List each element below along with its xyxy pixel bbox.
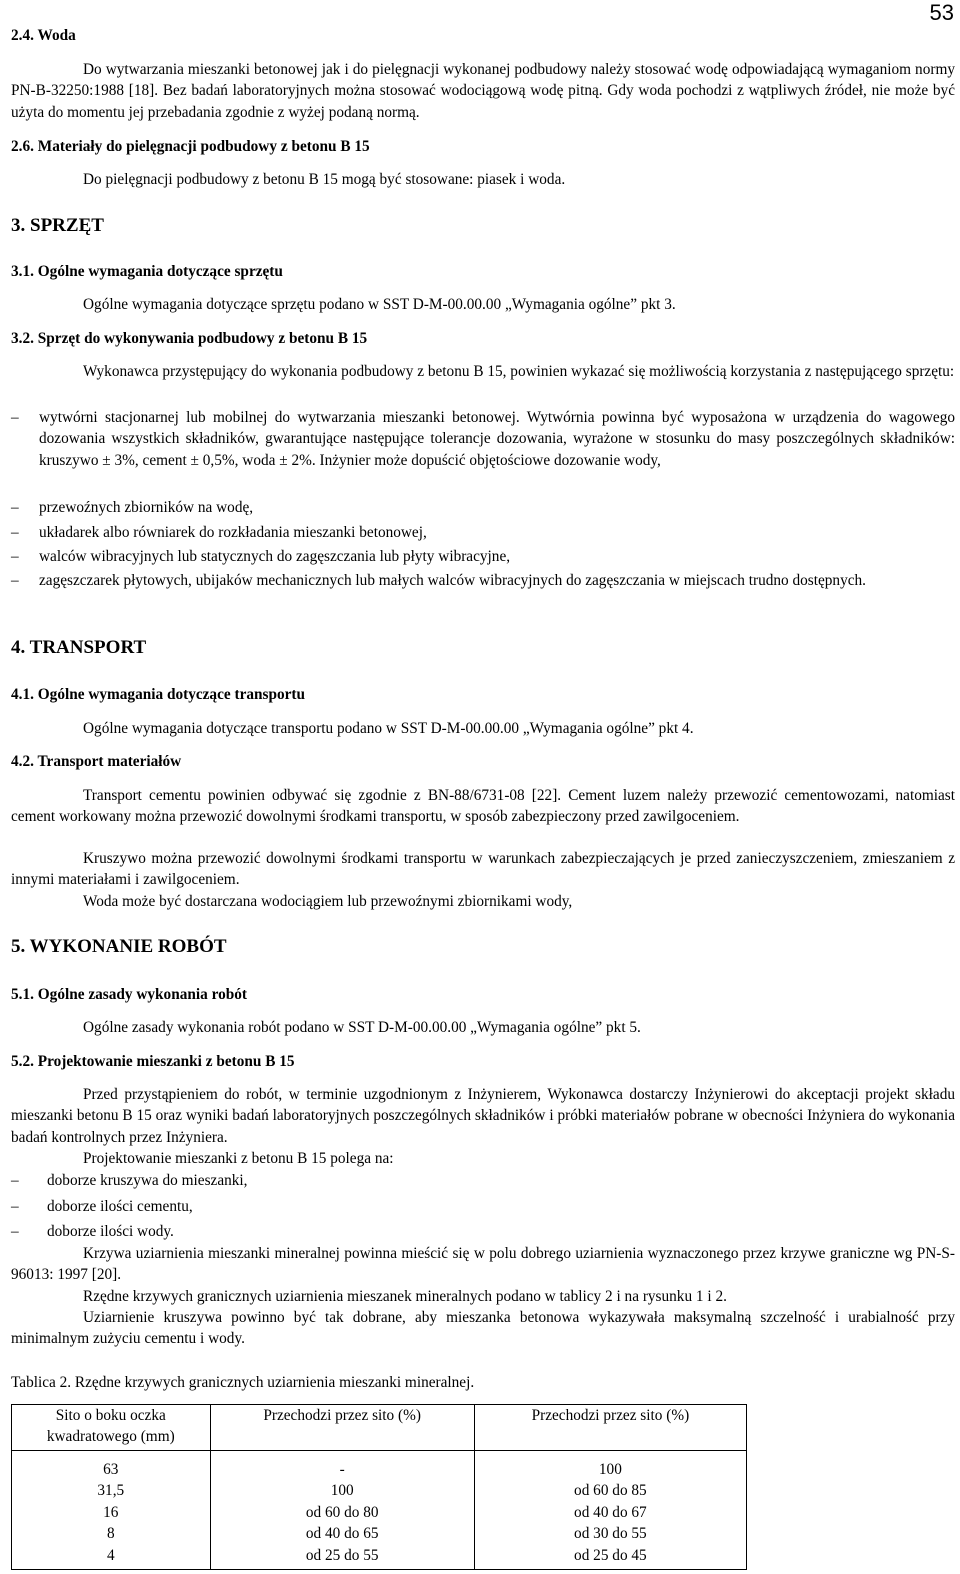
- table-col-passing-2: [474, 1451, 746, 1570]
- table-col-sieve: [12, 1451, 211, 1570]
- paragraph-mix-design: Przed przystąpieniem do robót, w terminie uzgodnionym z Inżynierem, Wykonawca dostarczy Inżynierowi do akceptacji projekt składu mieszanki betonu B 15 oraz wyniki badań laboratoryjnych poszczególnych składników i próbki materiałów pobrane w obecności Inżyniera do wykonania badań kontrolnych przez Inżyniera.: [11, 1086, 955, 1146]
- dash-bullet: –: [11, 1223, 19, 1240]
- list-item-text: przewoźnych zbiorników na wodę,: [39, 499, 254, 516]
- heading-5-2: 5.2. Projektowanie mieszanki z betonu B 15: [11, 1053, 295, 1070]
- list-item: [11, 522, 955, 543]
- table-header-passing-1: Przechodzi przez sito (%): [210, 1405, 474, 1451]
- heading-5: 5. WYKONANIE ROBÓT: [11, 936, 227, 957]
- table-cell: 100: [330, 1482, 354, 1500]
- list-item: [11, 570, 955, 591]
- table-row: [12, 1451, 747, 1570]
- dash-bullet: –: [11, 572, 19, 589]
- list-item-text: doborze kruszywa do mieszanki,: [47, 1172, 248, 1189]
- heading-3: 3. SPRZĘT: [11, 215, 104, 236]
- heading-3-1: 3.1. Ogólne wymagania dotyczące sprzętu: [11, 263, 283, 280]
- list-item: [11, 497, 955, 518]
- table-cell: od 30 do 55: [574, 1525, 647, 1543]
- paragraph-equipment-intro: Wykonawca przystępujący do wykonania podbudowy z betonu B 15, powinien wykazać się możliwością korzystania z następującego sprzętu:: [83, 363, 955, 380]
- list-item-text: wytwórni stacjonarnej lub mobilnej do wytwarzania mieszanki betonowej. Wytwórnia powinna być wyposażona w urządzenia do wagowego dozowania wszystkich składników, gwarantujące następujące tolerancje dozowania, wyrażone w stosunku do masy poszczególnych składników: kruszywo ± 3%, cement ± 0,5%, woda ± 2%. Inżynier może dopuścić objętościowe dozowanie wody,: [39, 409, 955, 469]
- table-header-row: [12, 1405, 747, 1451]
- list-item: [11, 1170, 955, 1191]
- dash-bullet: –: [11, 548, 19, 565]
- paragraph-water: Do wytwarzania mieszanki betonowej jak i do pielęgnacji wykonanej podbudowy należy stosować wodę odpowiadającą wymaganiom normy PN-B-32250:1988 [18]. Bez badań laboratoryjnych można stosować wodociągową wodę pitną. Gdy woda pochodzi z wątpliwych źródeł, nie może być użyta do momentu jej przebadania zgodnie z wyżej podaną normą.: [11, 61, 955, 121]
- paragraph-design-consists: Projektowanie mieszanki z betonu B 15 polega na:: [83, 1150, 394, 1167]
- list-item: [11, 1196, 955, 1217]
- table-cell: od 60 do 80: [305, 1503, 379, 1521]
- list-item: [11, 546, 955, 567]
- list-item-text: doborze ilości cementu,: [47, 1198, 193, 1215]
- paragraph-care-materials: Do pielęgnacji podbudowy z betonu B 15 mogą być stosowane: piasek i woda.: [83, 171, 566, 188]
- table-cell: -: [339, 1461, 345, 1478]
- list-item-text: zagęszczarek płytowych, ubijaków mechanicznych lub małych walców wibracyjnych do zagęszczania w miejscach trudno dostępnych.: [39, 572, 866, 589]
- heading-2-6: 2.6. Materiały do pielęgnacji podbudowy z betonu B 15: [11, 138, 370, 155]
- paragraph-grading-curve: Krzywa uziarnienia mieszanki mineralnej powinna mieścić się w polu dobrego uziarnienia wyznaczonego przez krzywe graniczne wg PN-S-96013: 1997 [20].: [11, 1245, 955, 1284]
- list-item-text: doborze ilości wody.: [47, 1223, 174, 1240]
- table-cell: od 25 do 45: [574, 1546, 647, 1564]
- table-col-passing-1: [210, 1451, 474, 1570]
- heading-5-1: 5.1. Ogólne zasady wykonania robót: [11, 986, 248, 1003]
- table-cell: 100: [598, 1461, 622, 1478]
- dash-bullet: –: [11, 409, 19, 426]
- table-cell: 63: [103, 1461, 119, 1478]
- table-cell: od 25 do 55: [305, 1546, 379, 1564]
- paragraph-cement-transport: Transport cementu powinien odbywać się zgodnie z BN-88/6731-08 [22]. Cement luzem należy przewozić cementowozami, natomiast cement workowany można przewozić dowolnymi środkami transportu, w sposób zabezpieczony przed zawilgoceniem.: [11, 787, 955, 826]
- paragraph-aggregate-grading: Uziarnienie kruszywa powinno być tak dobrane, aby mieszanka betonowa wykazywała maksymalną szczelność i urabialność przy minimalnym zużyciu cementu i wody.: [11, 1309, 955, 1348]
- heading-4-1: 4.1. Ogólne wymagania dotyczące transportu: [11, 686, 306, 703]
- paragraph-water-transport: Woda może być dostarczana wodociągiem lub przewoźnymi zbiornikami wody,: [83, 893, 573, 910]
- list-item-text: układarek albo równiarek do rozkładania mieszanki betonowej,: [39, 524, 427, 541]
- table-cell: 16: [103, 1503, 119, 1521]
- heading-2-4: 2.4. Woda: [11, 27, 76, 44]
- table-header-sieve: Sito o boku oczka kwadratowego (mm): [12, 1405, 211, 1451]
- table-caption: Tablica 2. Rzędne krzywych granicznych uziarnienia mieszanki mineralnej.: [11, 1374, 475, 1391]
- paragraph-aggregate-transport: Kruszywo można przewozić dowolnymi środkami transportu w warunkach zabezpieczających je przed zanieczyszczeniem, zmieszaniem z innymi materiałami i zawilgoceniem.: [11, 850, 955, 889]
- table-cell: 8: [106, 1525, 115, 1543]
- paragraph-works-general: Ogólne zasady wykonania robót podano w SST D-M-00.00.00 „Wymagania ogólne” pkt 5.: [83, 1019, 641, 1036]
- page-number: 53: [929, 0, 954, 25]
- table-cell: 4: [106, 1546, 115, 1564]
- table-cell: od 40 do 67: [574, 1503, 647, 1521]
- list-item-text: walców wibracyjnych lub statycznych do zagęszczania lub płyty wibracyjne,: [39, 548, 511, 565]
- paragraph-transport-general: Ogólne wymagania dotyczące transportu podano w SST D-M-00.00.00 „Wymagania ogólne” pkt 4.: [83, 720, 694, 737]
- grading-table: [11, 1404, 747, 1570]
- dash-bullet: –: [11, 499, 19, 516]
- paragraph-boundary-curves: Rzędne krzywych granicznych uziarnienia mieszanek mineralnych podano w tablicy 2 i na rysunku 1 i 2.: [83, 1288, 727, 1305]
- table-cell: 31,5: [97, 1482, 125, 1500]
- paragraph-equipment-general: Ogólne wymagania dotyczące sprzętu podano w SST D-M-00.00.00 „Wymagania ogólne” pkt 3.: [83, 296, 676, 313]
- table-cell: od 60 do 85: [574, 1482, 647, 1500]
- heading-3-2: 3.2. Sprzęt do wykonywania podbudowy z betonu B 15: [11, 330, 368, 347]
- list-item: [11, 1221, 955, 1242]
- table-cell: od 40 do 65: [305, 1525, 379, 1543]
- heading-4: 4. TRANSPORT: [11, 637, 147, 658]
- heading-4-2: 4.2. Transport materiałów: [11, 753, 182, 770]
- dash-bullet: –: [11, 1172, 19, 1189]
- dash-bullet: –: [11, 524, 19, 541]
- dash-bullet: –: [11, 1198, 19, 1215]
- list-item: [11, 407, 955, 471]
- table-header-passing-2: Przechodzi przez sito (%): [474, 1405, 746, 1451]
